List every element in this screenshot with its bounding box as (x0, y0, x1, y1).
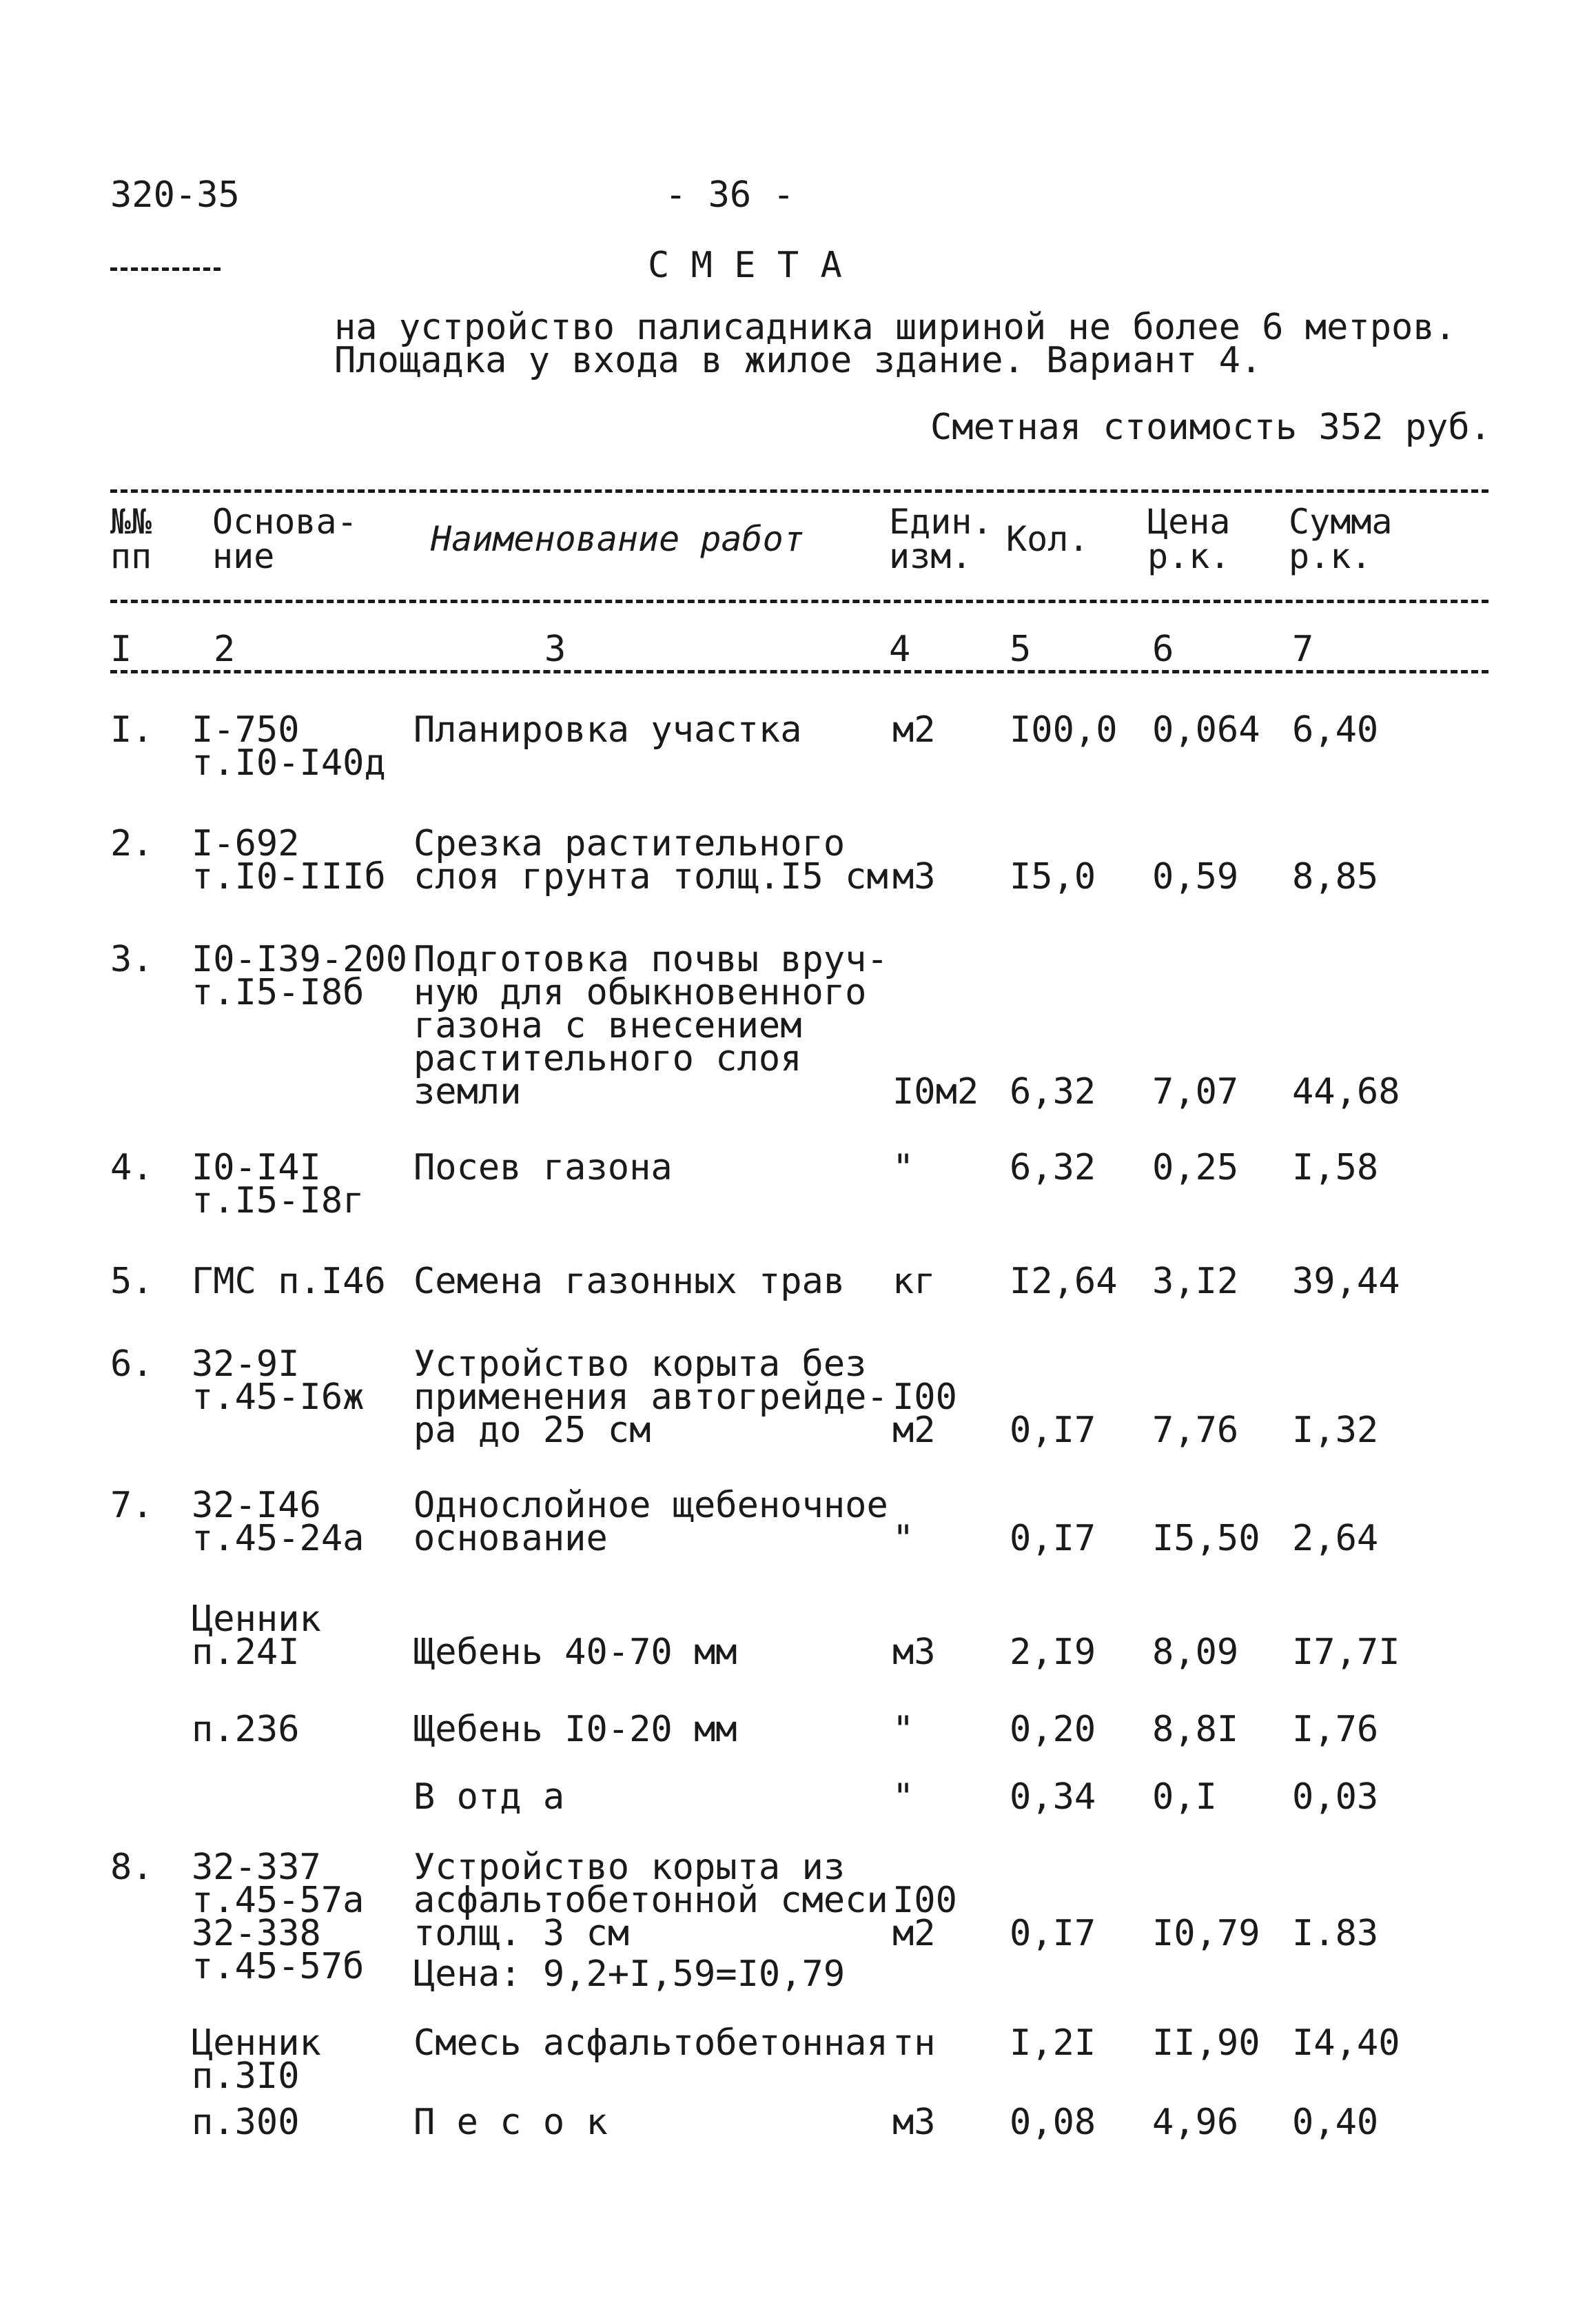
row-basis: ГМС п.I46 (192, 1261, 386, 1302)
column-number: 5 (1010, 629, 1032, 670)
row-price: 7,76 (1152, 1410, 1239, 1451)
header-basis: Основа- ние (212, 502, 358, 576)
row-price: 0,59 (1152, 856, 1239, 897)
row-price: 0,25 (1152, 1147, 1239, 1188)
row-work-name: Планировка участка (413, 709, 802, 751)
row-unit: I00 м2 (892, 1377, 957, 1451)
row-basis: I-750 т.I0-I40д (192, 709, 386, 784)
row-unit: " (892, 1147, 914, 1188)
row-sum: 0,40 (1292, 2102, 1379, 2143)
document-title: С М Е Т А (648, 245, 842, 286)
subtitle-line-1: на устройство палисадника шириной не более 6 метров. (334, 307, 1456, 348)
row-unit: " (892, 1776, 914, 1818)
row-work-name: В отд а (413, 1776, 565, 1818)
row-basis: п.236 (192, 1709, 300, 1750)
column-numbers-rule (110, 670, 1488, 673)
row-price: 0,I (1152, 1776, 1217, 1818)
row-work-name: Срезка растительного слоя грунта толщ.I5 см (413, 823, 888, 897)
row-number: 8. (110, 1847, 154, 1888)
column-number: 3 (544, 629, 566, 670)
row-price: 4,96 (1152, 2102, 1239, 2143)
row-quantity: 6,32 (1010, 1071, 1096, 1113)
row-quantity: 0,I7 (1010, 1410, 1096, 1451)
row-sum: 39,44 (1292, 1261, 1400, 1302)
row-quantity: I2,64 (1010, 1261, 1118, 1302)
header-qty: Кол. (1006, 519, 1089, 559)
row-sum: I,32 (1292, 1410, 1379, 1451)
row-work-name: Щебень 40-70 мм (413, 1632, 737, 1673)
column-number: 4 (889, 629, 911, 670)
row-sum: 6,40 (1292, 709, 1379, 751)
row-work-name: Щебень I0-20 мм (413, 1709, 737, 1750)
row-unit: I00 м2 (892, 1880, 957, 1954)
subtitle-line-2: Площадка у входа в жилое здание. Вариант 4. (334, 340, 1262, 381)
row-basis: I0-I4I т.I5-I8г (192, 1147, 365, 1221)
row-price: 8,09 (1152, 1632, 1239, 1673)
row-work-name: Устройство корыта из асфальтобетонной смеси толщ. 3 см (413, 1847, 888, 1954)
row-unit: м3 (892, 2102, 936, 2143)
row-quantity: 0,08 (1010, 2102, 1096, 2143)
header-name: Наименование работ (431, 519, 804, 559)
column-number: 2 (214, 629, 236, 670)
row-quantity: 0,I7 (1010, 1518, 1096, 1559)
row-price-note: Цена: 9,2+I,59=I0,79 (413, 1953, 846, 1995)
row-basis: Ценник п.24I (192, 1598, 321, 1673)
row-price: 3,I2 (1152, 1261, 1239, 1302)
row-basis: п.300 (192, 2102, 300, 2143)
row-work-name: Смесь асфальтобетонная (413, 2022, 888, 2064)
row-quantity: I,2I (1010, 2022, 1096, 2064)
row-number: I. (110, 709, 154, 751)
row-quantity: 0,20 (1010, 1709, 1096, 1750)
estimated-cost: Сметная стоимость 352 руб. (930, 407, 1491, 448)
header-num: №№ пп (110, 502, 152, 576)
row-price: I5,50 (1152, 1518, 1260, 1559)
row-sum: I,58 (1292, 1147, 1379, 1188)
row-quantity: 6,32 (1010, 1147, 1096, 1188)
row-sum: 0,03 (1292, 1776, 1379, 1818)
column-number: I (110, 629, 132, 670)
row-price: II,90 (1152, 2022, 1260, 2064)
header-unit: Един. изм. (889, 502, 993, 576)
row-sum: 44,68 (1292, 1071, 1400, 1113)
row-unit: м2 (892, 709, 936, 751)
row-quantity: 2,I9 (1010, 1632, 1096, 1673)
row-sum: 2,64 (1292, 1518, 1379, 1559)
row-work-name: Однослойное щебеночное основание (413, 1485, 888, 1559)
row-quantity: I00,0 (1010, 709, 1118, 751)
row-basis: I-692 т.I0-IIIб (192, 823, 386, 897)
row-number: 5. (110, 1261, 154, 1302)
column-number: 7 (1292, 629, 1314, 670)
row-sum: I4,40 (1292, 2022, 1400, 2064)
row-sum: I,76 (1292, 1709, 1379, 1750)
document-code: 320-35 (110, 174, 240, 216)
row-quantity: I5,0 (1010, 856, 1096, 897)
row-number: 4. (110, 1147, 154, 1188)
row-quantity: 0,I7 (1010, 1913, 1096, 1954)
row-sum: I.83 (1292, 1913, 1379, 1954)
row-unit: м3 (892, 856, 936, 897)
row-unit: " (892, 1709, 914, 1750)
row-work-name: Посев газона (413, 1147, 673, 1188)
row-price: 8,8I (1152, 1709, 1239, 1750)
header-price: Цена р.к. (1147, 502, 1231, 576)
row-quantity: 0,34 (1010, 1776, 1096, 1818)
row-work-name: Подготовка почвы вруч- ную для обыкновенного газона с внесением растительного слоя земли (413, 939, 888, 1113)
row-number: 7. (110, 1485, 154, 1526)
row-basis: 32-337 т.45-57а 32-338 т.45-57б (192, 1847, 365, 1987)
row-basis: 32-I46 т.45-24а (192, 1485, 365, 1559)
row-sum: 8,85 (1292, 856, 1379, 897)
row-price: 0,064 (1152, 709, 1260, 751)
row-price: I0,79 (1152, 1913, 1260, 1954)
row-number: 2. (110, 823, 154, 864)
row-unit: I0м2 (892, 1071, 979, 1113)
row-price: 7,07 (1152, 1071, 1239, 1113)
row-work-name: Семена газонных трав (413, 1261, 846, 1302)
row-basis: 32-9I т.45-I6ж (192, 1343, 365, 1418)
row-unit: " (892, 1518, 914, 1559)
code-underline (110, 267, 221, 271)
row-basis: Ценник п.3I0 (192, 2022, 321, 2097)
row-sum: I7,7I (1292, 1632, 1400, 1673)
row-work-name: Устройство корыта без применения автогрейде- ра до 25 см (413, 1343, 888, 1451)
row-basis: I0-I39-200 т.I5-I8б (192, 939, 408, 1013)
row-number: 3. (110, 939, 154, 980)
column-number: 6 (1152, 629, 1174, 670)
table-top-rule (110, 489, 1488, 493)
header-bottom-rule (110, 600, 1488, 603)
row-unit: тн (892, 2022, 936, 2064)
row-work-name: П е с о к (413, 2102, 608, 2143)
row-unit: м3 (892, 1632, 936, 1673)
row-unit: кг (892, 1261, 936, 1302)
row-number: 6. (110, 1343, 154, 1385)
header-sum: Сумма р.к. (1289, 502, 1393, 576)
page-number: - 36 - (665, 174, 795, 216)
